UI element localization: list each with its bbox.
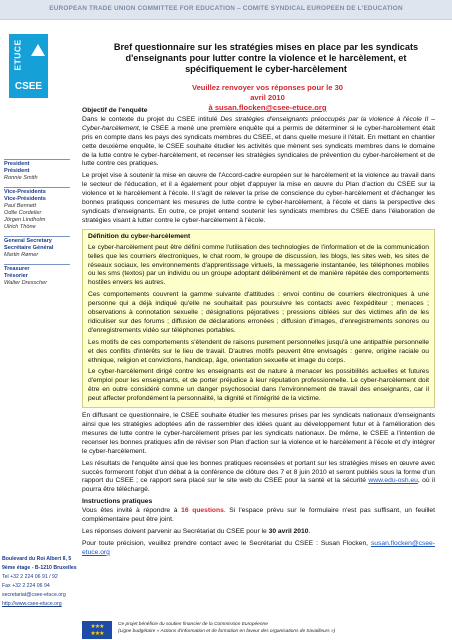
definition-box: [82, 229, 435, 408]
footer-text: Ce projet bénéficie du soutien financier de la Commission Européenne (Ligne budgétaire « Actions d'information et de formation en faveur des organisations de travailleurs »): [118, 622, 336, 634]
address-email-link[interactable]: secretariat@csee-etuce.org: [2, 592, 66, 598]
edu-osh-link[interactable]: www.edu-osh.eu: [368, 477, 418, 485]
document-body: [82, 107, 435, 561]
definition-paragraph-4: Le cyber-harcèlement dirigé contre les enseignants est de nature à menacer les possibilités actuelles et futures d'emploi pour les enseignants, et de porter préjudice à leur réputation professionnelle. Le cyber-harcèlement doit être en outre considéré comme un danger psychosocial dans l'environnement de travail des enseignants, car il peut affecter profondément la personnalité, la dignité et l'intégrité de la victime.: [88, 368, 429, 403]
return-date-paragraph: Les réponses doivent parvenir au Secrétariat du CSEE pour le 30 avril 2010.: [82, 527, 311, 535]
definition-paragraph-3: Les motifs de ces comportements s'étendent de raisons purement personnelles jusqu'à une antipathie personnelle et des conflits d'intérêts sur le lieu de travail. D'autres motifs peuvent être envisagés : genre, origine raciale ou ethnique, religion et convictions, handicap, âge, orientation sexuelle et image du corps.: [88, 338, 429, 364]
deadline-notice: Veuillez renvoyer vos réponses pour le 30 avril 2010 à susan.flocken@csee-etuce.org: [191, 83, 344, 112]
logo-etuce-text: ETUCE: [12, 39, 23, 71]
footer: [82, 621, 442, 639]
address-web-link[interactable]: http://www.csee-etuce.org: [2, 601, 62, 607]
purpose-paragraph: En diffusant ce questionnaire, le CSEE souhaite étudier les mesures prises par les syndicats nationaux d'enseignants ainsi que les stratégies adoptées afin de rassembler des idées quant au développement futur et à l'amélioration des mesures de lutte contre le cyber-harcèlement prises par les syndicats nationaux. De même, le CSEE a l'intention de recenser les bonnes pratiques afin de réviser son Plan d'action sur la violence et le harcèlement à l'école et d'y intégrer le cyber-harcèlement.: [82, 412, 435, 455]
header-bar: [0, 0, 452, 20]
objective-paragraph-2: Le projet vise à soutenir la mise en œuvre de l'Accord-cadre européen sur le harcèlement et la violence au travail dans le secteur de l'éducation, et il a également pour objet d'appuyer la mise en œuvre du Plan d'action du CSEE sur la violence et le harcèlement à l'école. Il s'agit de relever la prise de conscience du cyber-harcèlement et d'échanger les bonnes pratiques concernant les mesures de lutte contre le cyber-harcèlement, à l'école et dans la perspective des syndicats d'enseignants. En outre, ce projet entend soutenir les syndicats membres du CSEE dans l'élaboration de stratégies visant à lutter contre le cyber-harcèlement à l'école.: [82, 172, 435, 224]
instructions-paragraph: Vous êtes invité à répondre à 16 questions. Si l'espace prévu sur le formulaire n'est pas suffisant, un feuillet complémentaire peut être joint.: [82, 507, 435, 524]
sidebar-general-secretary: General Secretary Secrétaire Général Martin Rømer: [4, 236, 70, 259]
header-bar-text: EUROPEAN TRADE UNION COMMITTEE FOR EDUCATION – COMITE SYNDICAL EUROPEEN DE L'EDUCATION: [49, 5, 403, 12]
sidebar-treasurer: Treasurer Trésorier Walter Dresscher: [4, 264, 70, 287]
eu-flag-icon: ★★★ ★★★: [82, 621, 112, 639]
officers-sidebar: [4, 159, 70, 292]
logo-csee-text: CSEE: [14, 81, 43, 92]
contact-paragraph: Pour toute précision, veuillez prendre contact avec le Secrétariat du CSEE : Susan Flocken, susan.flocken@csee-etuce.org: [82, 539, 435, 556]
sidebar-president: President Président Ronnie Smith: [4, 159, 70, 182]
etuce-csee-logo: [9, 34, 48, 98]
results-paragraph: Les résultats de l'enquête ainsi que les bonnes pratiques recensées et portant sur les stratégies mises en œuvre avec succès formeront l'objet d'un débat à la conférence de clôture des 7 et 8 juin 2010 et seront publiés sous la forme d'un rapport du CSEE ; ce rapport sera placé sur le site web du CSEE pour la santé et la sécurité www.edu-osh.eu, où il pourra être téléchargé.: [82, 459, 435, 494]
contact-email-link[interactable]: susan.flocken@csee-etuce.org: [82, 539, 435, 556]
objective-paragraph-1: Dans le contexte du projet du CSEE intitulé Des stratégies d'enseignants préoccupés par la violence à l'école II – Cyber-harcèlement, le CSEE a mené une première enquête qui a permis de déterminer si le cyber-harcèlement était pris en compte dans les pays des syndicats membres du CSEE, et dans quelle mesure il l'était. En mettant en chantier cette deuxième enquête, le CSEE souhaite étudier les activités que mènent ses syndicats membres dans le domaine de la lutte contre le cyber-harcèlement, et recenser les stratégies syndicales de prévention du cyber-harcèlement et de lutte contre ces pratiques.: [82, 115, 436, 168]
page-title: Bref questionnaire sur les stratégies mises en place par les syndicats d'enseignants pour lutter contre la violence et le harcèlement, et spécifiquement le cyber-harcèlement: [113, 42, 419, 74]
deadline-email-link[interactable]: à susan.flocken@csee-etuce.org: [208, 103, 327, 112]
definition-heading: Définition du cyber-harcèlement: [88, 232, 191, 240]
objective-heading: Objectif de l'enquête: [82, 107, 148, 114]
instructions-heading: Instructions pratiques: [82, 498, 153, 506]
sidebar-vice-presidents: Vice-Presidents Vice-Présidents Paul Bennett Odile Cordelier Jörgen Lindholm Ulrich Thöne: [4, 187, 70, 231]
address-block: Boulevard du Roi Albert II, 5 9ème étage - B-1210 Bruxelles Tel +32 2 224 06 91 / 92 Fax +32 2 224 06 94 secretariat@csee-etuce.org http://www.csee-etuce.org: [2, 556, 77, 607]
logo-triangle-icon: [31, 44, 45, 56]
definition-paragraph-1: Le cyber-harcèlement peut être défini comme l'utilisation des technologies de l'information et de la communication telles que les courriers électroniques, le chat room, le groupe de discussion, les blogs, les sites web, les sites de réseaux sociaux, les environnements d'apprentissage virtuels, la messagerie instantanée, les téléphones mobiles ou les sms (textos) par un individu ou un groupe adoptant délibérément et de manière répétée des comportements hostiles envers les autres.: [88, 243, 429, 287]
definition-paragraph-2: Ces comportements couvrent la gamme suivante d'attitudes : envoi continu de courriers électroniques à une personne qui a déjà indiqué qu'elle ne souhaitait pas poursuivre les contacts avec l'expéditeur ; menaces ; observations à connotation sexuelle ; désignations péjoratives ; pressions ciblées sur des victimes afin de les ridiculiser sur des forums ; diffusion de déclarations erronées ; diffusion d'images, d'enregistrements sonores ou d'enregistrements vidéo sur téléphones portables.: [88, 291, 429, 334]
question-count: 16 questions: [181, 507, 224, 515]
